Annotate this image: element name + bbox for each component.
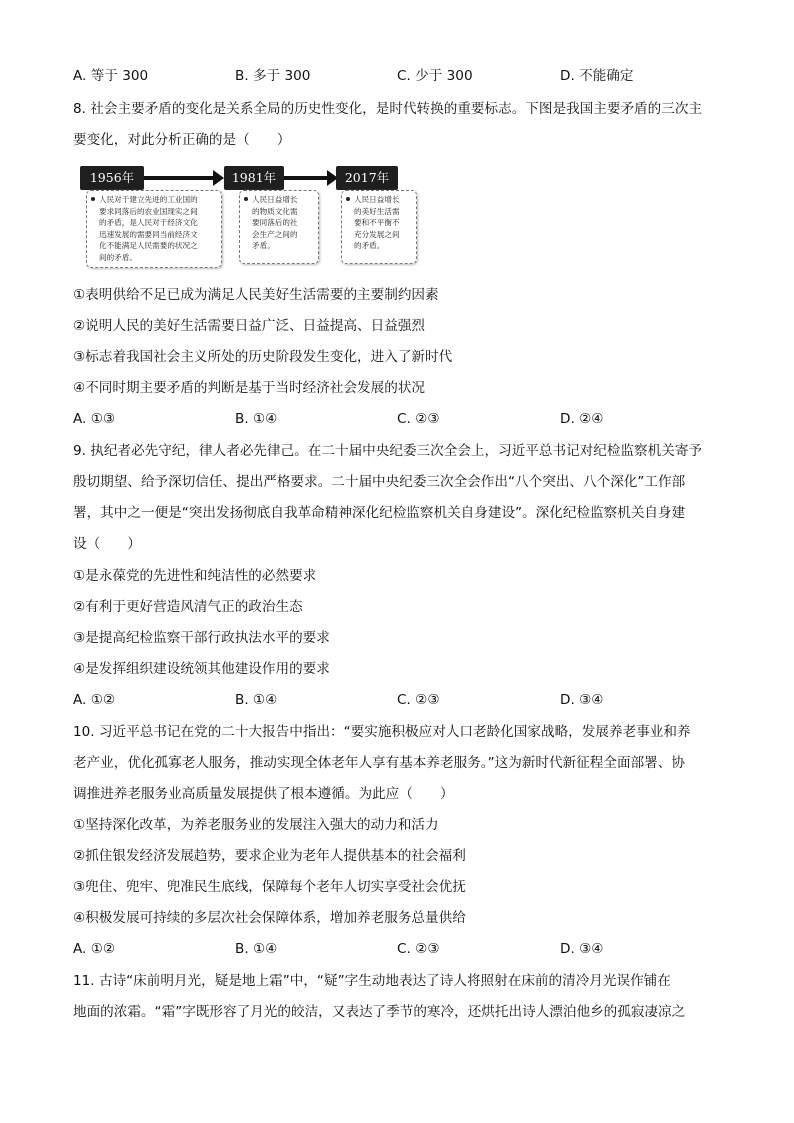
q10-option-b[interactable]: B. ①④ — [235, 941, 278, 957]
q11-stem-line-1: 11. 古诗“床前明月光，疑是地上霜”中，“疑”字生动地表达了诗人将照射在床前的清冷月光误作铺在 — [73, 973, 671, 989]
q10-options — [73, 939, 733, 959]
q10-stem-line-3: 调推进养老服务业高质量发展提供了根本遵循。为此应（ ） — [73, 786, 454, 802]
q9-option-d[interactable]: D. ③④ — [560, 692, 604, 708]
q10-option-a[interactable]: A. ①② — [73, 941, 116, 957]
q8-stem-line-1: 8. 社会主要矛盾的变化是关系全局的历史性变化，是时代转换的重要标志。下图是我国主要矛盾的三次主 — [73, 101, 703, 117]
q11-stem-line-2: 地面的浓霜。“霜”字既形容了月光的皎洁，又表达了季节的寒冷，还烘托出诗人漂泊他乡的孤寂凄凉之 — [73, 1004, 686, 1020]
timeline-box-1981 — [239, 190, 319, 264]
q7-option-d[interactable]: D. 不能确定 — [560, 68, 634, 84]
bullet-dot — [244, 197, 248, 201]
q10-item-3: ③兜住、兜牢、兜准民生底线，保障每个老年人切实享受社会优抚 — [73, 879, 466, 895]
timeline-box-1956 — [86, 190, 222, 268]
timeline-box-2017 — [341, 190, 417, 264]
q8-item-4: ④不同时期主要矛盾的判断是基于当时经济社会发展的状况 — [73, 380, 426, 396]
bullet-dot — [91, 197, 95, 201]
q8-option-b[interactable]: B. ①④ — [235, 411, 278, 427]
q9-stem-line-3: 署，其中之一便是“突出发扬彻底自我革命精神深化纪检监察机关自身建设”。深化纪检监察机关自身建 — [73, 505, 686, 521]
timeline-year-2017: 2017年 — [336, 166, 398, 190]
q8-option-d[interactable]: D. ②④ — [560, 411, 604, 427]
q7-options — [73, 66, 733, 86]
q9-item-1: ①是永葆党的先进性和纯洁性的必然要求 — [73, 568, 317, 584]
timeline-year-1981: 1981年 — [224, 166, 284, 190]
q9-item-2: ②有利于更好营造风清气正的政治生态 — [73, 599, 303, 615]
q9-item-4: ④是发挥组织建设统领其他建设作用的要求 — [73, 661, 330, 677]
q10-item-2: ②抓住银发经济发展趋势，要求企业为老年人提供基本的社会福利 — [73, 848, 466, 864]
q8-item-2: ②说明人民的美好生活需要日益广泛、日益提高、日益强烈 — [73, 318, 426, 334]
q9-item-3: ③是提高纪检监察干部行政执法水平的要求 — [73, 630, 330, 646]
q10-option-c[interactable]: C. ②③ — [397, 941, 440, 957]
q8-item-3: ③标志着我国社会主义所处的历史阶段发生变化，进入了新时代 — [73, 349, 453, 365]
timeline-arrow-1 — [144, 176, 214, 180]
q9-stem-line-1: 9. 执纪者必先守纪，律人者必先律己。在二十届中央纪委三次全会上，习近平总书记对纪检监察机关寄予 — [73, 443, 703, 459]
timeline-arrow-2 — [284, 176, 328, 180]
q7-option-c[interactable]: C. 少于 300 — [397, 68, 473, 84]
timeline-text-2017: 人民日益增长 的美好生活需 要和不平衡不 充分发展之间 的矛盾。 — [354, 195, 400, 250]
q8-item-1: ①表明供给不足已成为满足人民美好生活需要的主要制约因素 — [73, 287, 439, 303]
q9-option-c[interactable]: C. ②③ — [397, 692, 440, 708]
q9-option-b[interactable]: B. ①④ — [235, 692, 278, 708]
q9-stem-line-2: 殷切期望、给予深切信任、提出严格要求。二十届中央纪委三次全会作出“八个突出、八个深化”工作部 — [73, 474, 686, 490]
q8-stem-line-2: 要变化，对此分析正确的是（ ） — [73, 132, 291, 148]
q9-options — [73, 690, 733, 710]
timeline-year-1956: 1956年 — [80, 166, 144, 190]
q10-item-4: ④积极发展可持续的多层次社会保障体系，增加养老服务总量供给 — [73, 910, 466, 926]
q10-option-d[interactable]: D. ③④ — [560, 941, 604, 957]
q10-stem-line-2: 老产业，优化孤寡老人服务，推动实现全体老年人享有基本养老服务。”这为新时代新征程全面部署、协 — [73, 755, 685, 771]
q8-options — [73, 409, 733, 429]
q9-stem-line-4: 设（ ） — [73, 536, 141, 552]
q8-option-a[interactable]: A. ①③ — [73, 411, 116, 427]
timeline-text-1981: 人民日益增长 的物质文化需 要同落后的社 会生产之间的 矛盾。 — [252, 195, 298, 250]
bullet-dot — [346, 197, 350, 201]
q10-stem-line-1: 10. 习近平总书记在党的二十大报告中指出：“要实施积极应对人口老龄化国家战略，发展养老事业和养 — [73, 724, 691, 740]
q7-option-b[interactable]: B. 多于 300 — [235, 68, 311, 84]
timeline-text-1956: 人民对于建立先进的工业国的 要求同落后的农业国现实之间 的矛盾，是人民对于经济文化 迅速发展的需要同当前经济文 化不能满足人民需要的状况之 间的矛盾。 — [99, 195, 198, 262]
contradiction-timeline-figure — [78, 160, 423, 272]
q7-option-a[interactable]: A. 等于 300 — [73, 68, 149, 84]
q9-option-a[interactable]: A. ①② — [73, 692, 116, 708]
q10-item-1: ①坚持深化改革，为养老服务业的发展注入强大的动力和活力 — [73, 817, 439, 833]
q8-option-c[interactable]: C. ②③ — [397, 411, 440, 427]
